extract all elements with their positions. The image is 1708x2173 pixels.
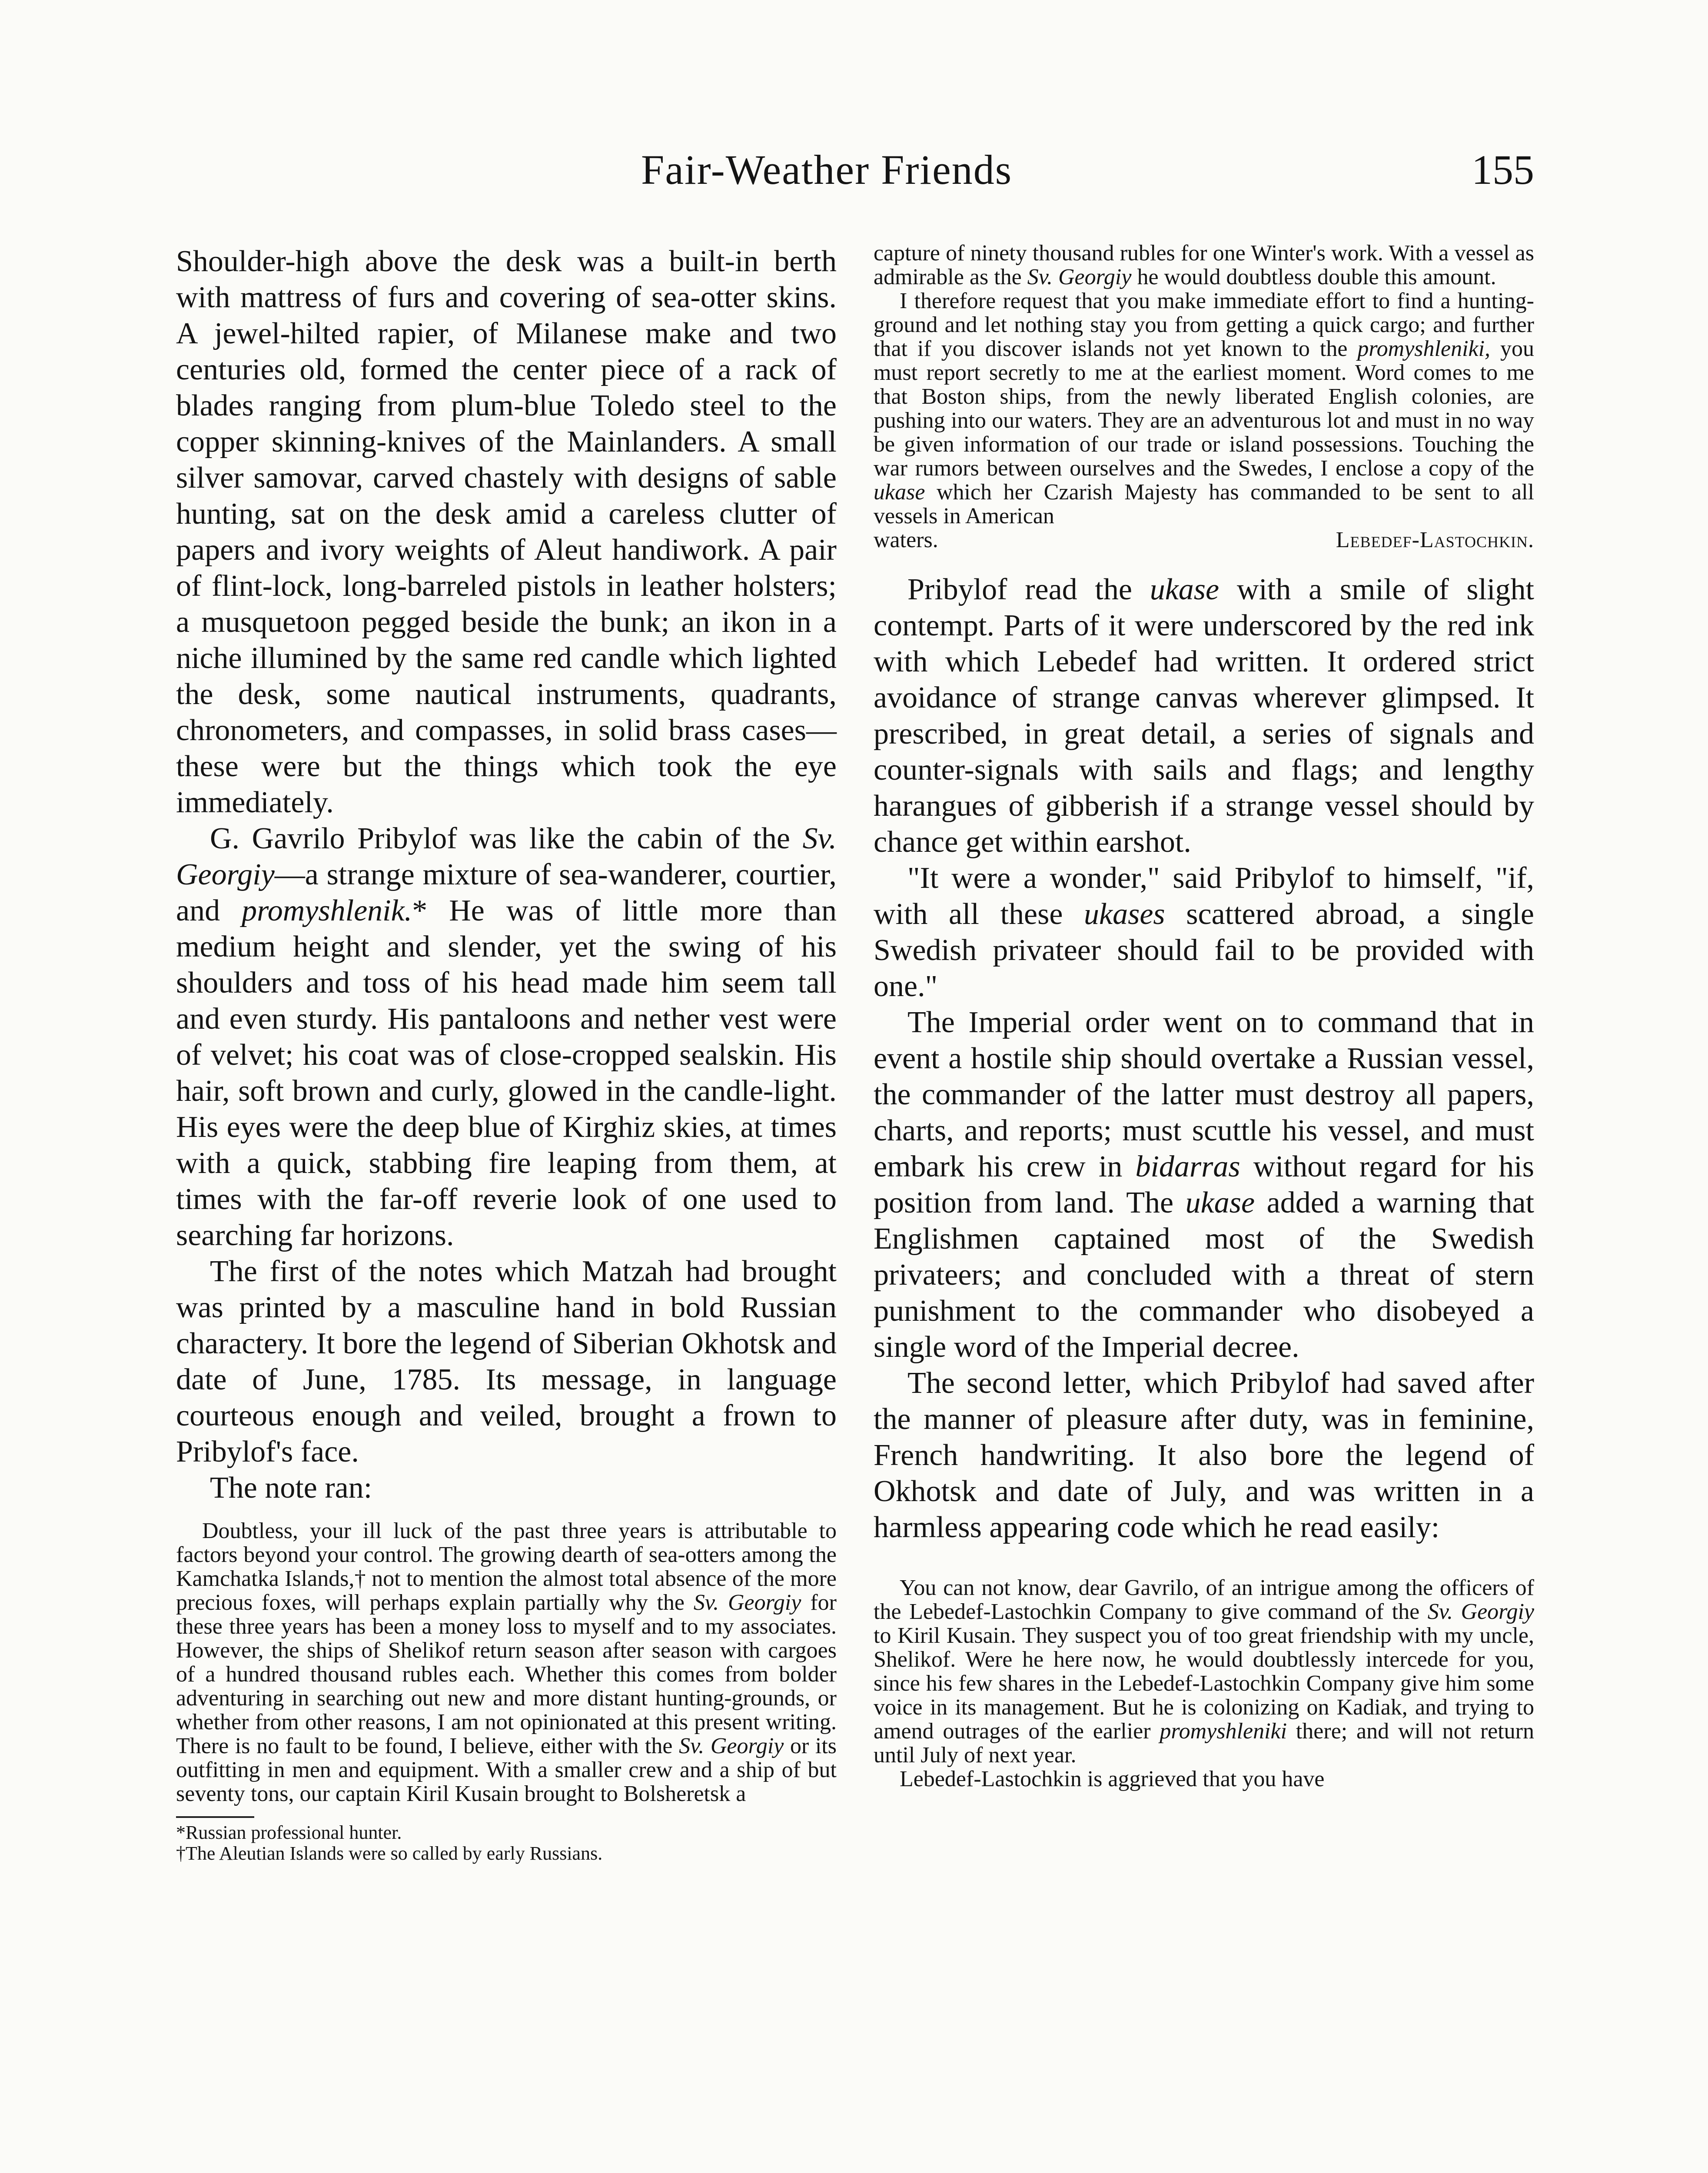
right-column [874, 241, 1534, 1791]
left-column [176, 243, 837, 1864]
russian-term: promyshleniki, [1357, 336, 1491, 361]
paragraph-second-letter: The second letter, which Pribylof had saved after the manner of pleasure after duty, was in feminine, French handwriting. It also bore the legend of Okhotsk and date of July, and was written in a harmless appearing code which he read easily: [874, 1366, 1534, 1544]
letter-lebedef-part2 [874, 241, 1534, 289]
page-header [176, 146, 1534, 206]
ship-name: Sv. Georgiy [1027, 265, 1132, 289]
text-run: you must report secretly to me at the earliest moment. Word comes to me that Boston ships, from the newly liberated English colonies, are pushing into our waters. They are an adventurous lot and must in no way be given information of our trade or island possessions. Touching the war rumors between ourselves and the Swedes, I enclose a copy of the [874, 336, 1534, 481]
text-run: Pribylof read the [907, 573, 1150, 606]
ship-name: Sv. Georgiy [1427, 1599, 1534, 1624]
ship-name: Sv. Georgiy [679, 1734, 784, 1758]
text-run: without regard for his position from land. The [874, 1150, 1534, 1219]
russian-term: ukases [1084, 897, 1165, 931]
signature: Lebedef-Lastochkin. [1336, 528, 1534, 552]
paragraph-pribylof-description [176, 821, 837, 1253]
page-number: 155 [1472, 146, 1534, 193]
russian-term: promyshleniki [1160, 1719, 1287, 1744]
paragraph-first-note: The first of the notes which Matzah had brought was printed by a masculine hand in bold Russian charactery. It bore the legend of Siberian Okhotsk and date of June, 1785. Its message, in language courteous enough and veiled, brought a frown to Pribylof's face. [176, 1255, 837, 1469]
text-run: which her Czarish Majesty has commanded to be sent to all vessels in American [874, 480, 1534, 528]
letter-signature-line [874, 528, 1534, 552]
text-run: scattered abroad, a single Swedish privateer should fail to be provided with one." [874, 897, 1534, 1003]
text-run: G. Gavrilo Pribylof was like the cabin of the [210, 822, 803, 855]
text-run: —a strange mixture of sea-wanderer, courtier, and [176, 858, 837, 927]
text-run: added a warning that Englishmen captained most of the Swedish privateers; and concluded with a threat of stern punishment to the commander who disobeyed a single word of the Imperial decree. [874, 1186, 1534, 1364]
text-run: for these three years has been a money loss to myself and to my associates. However, the ships of Shelikof return season after season with cargoes of a hundred thousand rubles each. Whether this comes from bolder adventuring in searching out new and more distant hunting-grounds, or whether from other reasons, I am not opinionated at this present writing. There is no fault to be found, I believe, either with the [176, 1590, 837, 1758]
text-run: The Imperial order went on to command that in event a hostile ship should overtake a Russian vessel, the commander of the latter must destroy all papers, charts, and reports; must scuttle his vessel, and must embark his crew in [874, 1006, 1534, 1183]
text-run: I therefore request that you make immediate effort to find a hunting-ground and let nothing stay you from getting a quick cargo; and further that if you discover islands not yet known to the [874, 289, 1534, 361]
text-run: waters. [874, 528, 938, 552]
footnote-aleutian-islands: †The Aleutian Islands were so called by early Russians. [176, 1843, 603, 1864]
text-run: to Kiril Kusain. They suspect you of too great friendship with my uncle, Shelikof. Were he here now, he would doubtlessly intercede for you, since his few shares in the Lebedef-Lastochkin Company give him some voice in its management. But he is colonizing on Kadiak, and trying to amend outrages of the earlier [874, 1623, 1534, 1744]
russian-term: ukase [874, 480, 925, 505]
paragraph-pribylof-read [874, 571, 1534, 860]
running-title: Fair-Weather Friends [641, 146, 1013, 193]
letter-gavrilo-continued: Lebedef-Lastochkin is aggrieved that you have [900, 1767, 1325, 1791]
ship-name: Sv. Georgiy [176, 822, 837, 891]
footnote-rule [176, 1816, 254, 1818]
paragraph-wonder-quote [874, 860, 1534, 1004]
russian-term: bidarras [1135, 1150, 1240, 1183]
letter-gavrilo [874, 1576, 1534, 1767]
russian-term: ukase [1150, 573, 1220, 606]
footnote-russian-hunter: *Russian professional hunter. [176, 1822, 402, 1843]
russian-term: ukase [1185, 1186, 1255, 1219]
text-run: You can not know, dear Gavrilo, of an intrigue among the officers of the Lebedef-Lastochkin Company to give command of the [874, 1575, 1534, 1624]
text-run: he would doubtless double this amount. [1131, 265, 1496, 289]
russian-term: promyshlenik. [242, 894, 412, 927]
paragraph-cabin-description: Shoulder-high above the desk was a built-in berth with mattress of furs and covering of sea-otter skins. A jewel-hilted rapier, of Milanese make and two centuries old, formed the center piece of a rack of blades ranging from plum-blue Toledo steel to the copper skinning-knives of the Mainlanders. A small silver samovar, carved chastely with designs of sable hunting, sat on the desk amid a careless clutter of papers and ivory weights of Aleut handiwork. A pair of flint-lock, long-barreled pistols in leather holsters; a musquetoon pegged beside the bunk; an ikon in a niche illumined by the same red candle which lighted the desk, some nautical instruments, quadrants, chronometers, and compasses, in solid brass cases—these were but the things which took the eye immediately. [176, 245, 837, 819]
text-run: or its outfitting in men and equipment. With a smaller crew and a ship of but seventy tons, our captain Kiril Kusain brought to Bolsheretsk a [176, 1734, 837, 1806]
text-run: with a smile of slight contempt. Parts of it were underscored by the red ink with which Lebedef had written. It ordered strict avoidance of strange canvas wherever glimpsed. It prescribed, in great detail, a series of signals and counter-signals with sails and flags; and lengthy harangues of gibberish if a strange vessel should by chance get within earshot. [874, 573, 1534, 859]
paragraph-note-ran: The note ran: [210, 1471, 372, 1505]
letter-lebedef-part3 [874, 289, 1534, 528]
text-run: * He was of little more than medium height and slender, yet the swing of his shoulders and toss of his head made him seem tall and even sturdy. His pantaloons and nether vest were of velvet; his coat was of close-cropped sealskin. His hair, soft brown and curly, glowed in the candle-light. His eyes were the deep blue of Kirghiz skies, at times with a quick, stabbing fire leaping from them, at times with the far-off reverie look of one used to searching far horizons. [176, 894, 837, 1252]
text-run: capture of ninety thousand rubles for one Winter's work. With a vessel as admirable as the [874, 241, 1534, 289]
text-run: "It were a wonder," said Pribylof to himself, "if, with all these [874, 861, 1534, 931]
ship-name: Sv. Georgiy [693, 1590, 801, 1615]
paragraph-imperial-order [874, 1004, 1534, 1365]
text-run: Doubtless, your ill luck of the past three years is attributable to factors beyond your control. The growing dearth of sea-otters among the Kamchatka Islands,† not to mention the almost total absence of the more precious foxes, will perhaps explain partially why the [176, 1518, 837, 1615]
letter-lebedef-part1 [176, 1519, 837, 1806]
text-run: there; and will not return until July of next year. [874, 1719, 1534, 1768]
